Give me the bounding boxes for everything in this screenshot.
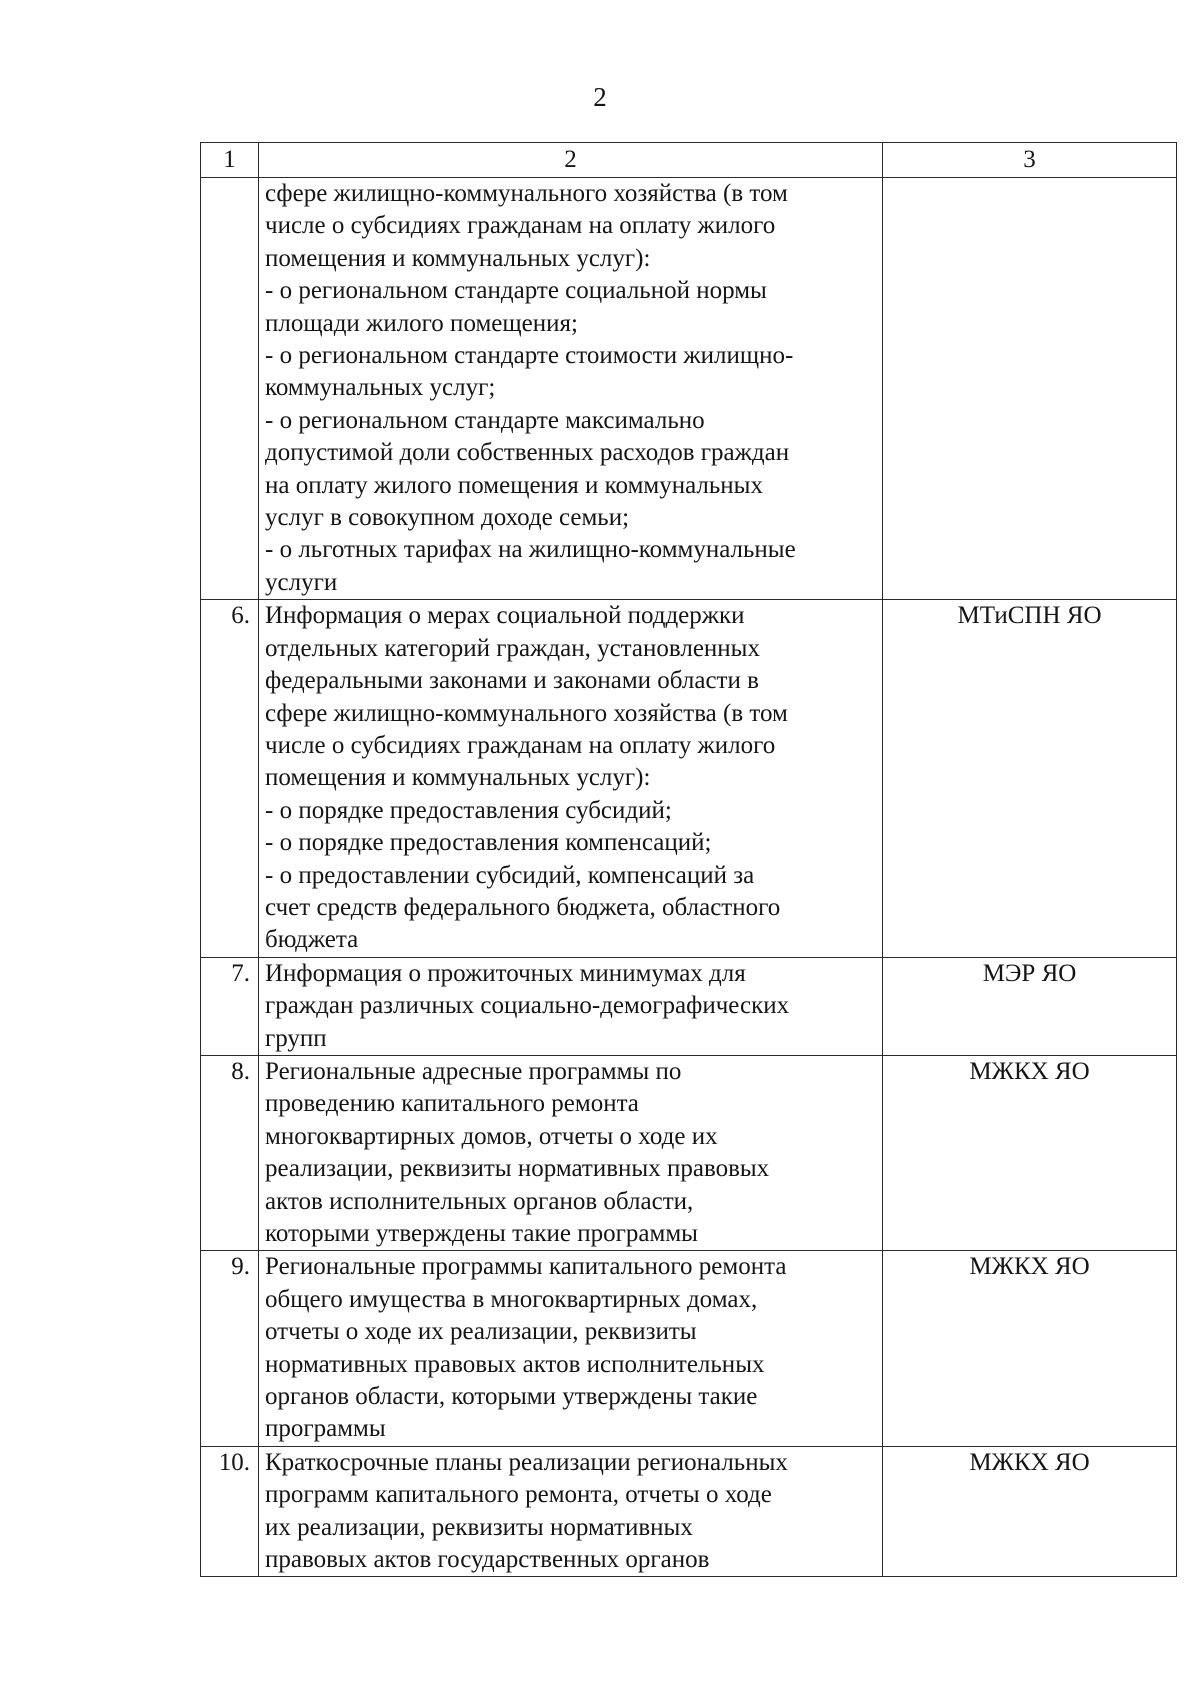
row-number: 8. — [201, 1055, 259, 1250]
row-responsible: МТиСПН ЯО — [883, 600, 1177, 957]
page-number: 2 — [593, 82, 607, 112]
row-description: Региональные программы капитального ремонта общего имущества в многоквартирных домах, отчеты о ходе их реализации, реквизиты нормативных правовых актов исполнительных органов области, которыми утверждены такие программы — [259, 1251, 883, 1446]
header-cell-3: 3 — [883, 143, 1177, 178]
row-responsible — [883, 178, 1177, 600]
table-row — [201, 600, 1177, 957]
row-description: Региональные адресные программы по проведению капитального ремонта многоквартирных домов, отчеты о ходе их реализации, реквизиты нормативных правовых актов исполнительных органов области, которыми утверждены такие программы — [259, 1055, 883, 1250]
row-description: Краткосрочные планы реализации региональных программ капитального ремонта, отчеты о ходе их реализации, реквизиты нормативных правовых актов государственных органов — [259, 1446, 883, 1577]
row-number: 10. — [201, 1446, 259, 1577]
row-description: Информация о прожиточных минимумах для граждан различных социально-демографических групп — [259, 957, 883, 1055]
row-responsible: МЖКХ ЯО — [883, 1446, 1177, 1577]
row-responsible: МЭР ЯО — [883, 957, 1177, 1055]
row-number: 7. — [201, 957, 259, 1055]
table-row — [201, 178, 1177, 600]
table-row — [201, 1251, 1177, 1446]
row-description: Информация о мерах социальной поддержки отдельных категорий граждан, установленных федеральными законами и законами области в сфере жилищно-коммунального хозяйства (в том числе о субсидиях гражданам на оплату жилого помещения и коммунальных услуг): - о порядке предоставления субсидий; - о порядке предоставления компенсаций; - о предоставлении субсидий, компенсаций за счет средств федерального бюджета, областного бюджета — [259, 600, 883, 957]
table-row — [201, 1055, 1177, 1250]
row-responsible: МЖКХ ЯО — [883, 1251, 1177, 1446]
row-description: сфере жилищно-коммунального хозяйства (в том числе о субсидиях гражданам на оплату жилого помещения и коммунальных услуг): - о региональном стандарте социальной нормы площади жилого помещения; - о региональном стандарте стоимости жилищно- коммунальных услуг; - о региональном стандарте максимально допустимой доли собственных расходов граждан на оплату жилого помещения и коммунальных услуг в совокупном доходе семьи; - о льготных тарифах на жилищно-коммунальные услуги — [259, 178, 883, 600]
table-row — [201, 957, 1177, 1055]
document-table — [200, 142, 1177, 1577]
table-row — [201, 1446, 1177, 1577]
row-number: 6. — [201, 600, 259, 957]
row-responsible: МЖКХ ЯО — [883, 1055, 1177, 1250]
header-cell-1: 1 — [201, 143, 259, 178]
header-cell-2: 2 — [259, 143, 883, 178]
row-number: 9. — [201, 1251, 259, 1446]
row-number — [201, 178, 259, 600]
table-header-row — [201, 143, 1177, 178]
